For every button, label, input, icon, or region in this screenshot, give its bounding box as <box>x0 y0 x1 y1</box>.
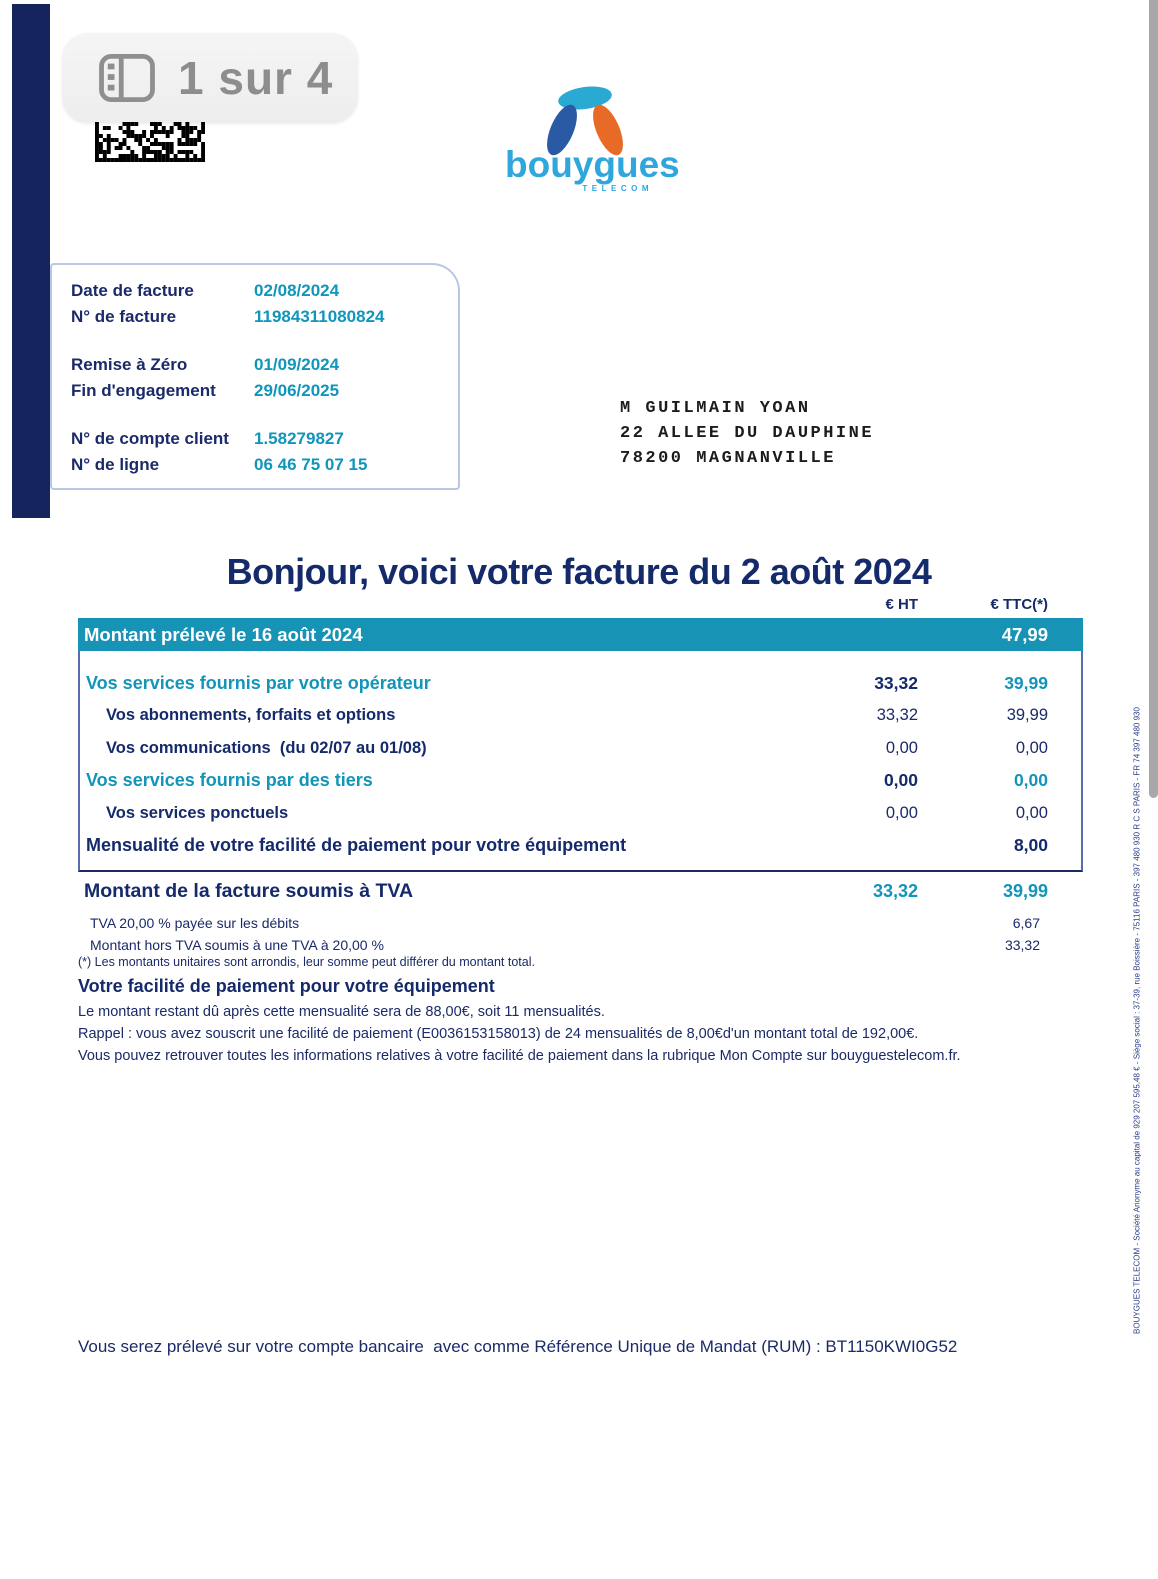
table-row: Mensualité de votre facilité de paiement pour votre équipement 8,00 <box>86 835 1048 856</box>
table-row: Vos services fournis par des tiers 0,00 0,00 <box>86 770 1048 791</box>
charges-table <box>78 651 1083 872</box>
barcode <box>95 122 205 162</box>
column-header-ttc: € TTC(*) <box>990 595 1048 613</box>
facility-line: Vous pouvez retrouver toutes les informations relatives à votre facilité de paiement dans la rubrique Mon Compte sur bouyguestelecom.fr. <box>78 1048 961 1064</box>
info-row-commitment-end: Fin d'engagement 29/06/2025 <box>71 381 340 400</box>
page-indicator-label: 1 sur 4 <box>178 52 334 104</box>
recipient-name: M GUILMAIN YOAN <box>620 399 811 418</box>
facility-line: Le montant restant dû après cette mensualité sera de 88,00€, soit 11 mensualités. <box>78 1004 605 1020</box>
facility-section-heading: Votre facilité de paiement pour votre équipement <box>78 976 495 996</box>
sidebar-toggle-icon <box>98 53 156 103</box>
logo-brand-text: bouygues <box>505 144 680 185</box>
recipient-city: 78200 MAGNANVILLE <box>620 449 836 468</box>
info-row-invoice-date: Date de facture 02/08/2024 <box>71 281 340 300</box>
column-header-ht: € HT <box>885 595 918 613</box>
invoice-info-box <box>50 263 460 490</box>
legal-sidebar-text: BOUYGUES TELECOM - Société Anonyme au capital de 929 207 595,48 € - Siège social : 37-39, rue Boissière - 75116 PARIS - 397 480 930 R C S PARIS - FR 74 397 480 930 <box>1132 707 1142 1334</box>
info-row-invoice-number: N° de facture 11984311080824 <box>71 307 385 326</box>
table-row: Vos abonnements, forfaits et options 33,32 39,99 <box>106 706 1048 725</box>
table-row: Vos communications (du 02/07 au 01/08) 0,00 0,00 <box>106 738 1048 757</box>
banner-label: Montant prélevé le 16 août 2024 <box>84 623 363 645</box>
facility-line: Rappel : vous avez souscrit une facilité de paiement (E0036153158013) de 24 mensualités de 8,00€d'un montant total de 192,00€. <box>78 1026 919 1042</box>
scrollbar-thumb[interactable] <box>1149 0 1158 798</box>
mandate-reference-line: Vous serez prélevé sur votre compte bancaire avec comme Référence Unique de Mandat (RUM) : BT1150KWI0G52 <box>78 1337 958 1356</box>
left-accent-bar <box>12 4 50 518</box>
page-title: Bonjour, voici votre facture du 2 août 2024 <box>226 551 932 592</box>
info-row-line-number: N° de ligne 06 46 75 07 15 <box>71 455 368 474</box>
vat-detail-row: TVA 20,00 % payée sur les débits 6,67 <box>90 915 1040 931</box>
vat-detail-row: Montant hors TVA soumis à une TVA à 20,00 % 33,32 <box>90 937 1040 953</box>
facility-section-body <box>78 1001 961 1067</box>
rounding-footnote: (*) Les montants unitaires sont arrondis, leur somme peut différer du montant total. <box>78 955 535 969</box>
amount-due-banner <box>78 618 1083 651</box>
vat-total-row: Montant de la facture soumis à TVA 33,32 39,99 <box>84 879 1048 902</box>
recipient-street: 22 ALLEE DU DAUPHINE <box>620 424 875 443</box>
amount-column-headers <box>78 594 1083 614</box>
info-row-client-account: N° de compte client 1.58279827 <box>71 429 344 448</box>
table-row: Vos services ponctuels 0,00 0,00 <box>106 803 1048 822</box>
banner-ttc-value: 47,99 <box>1001 623 1048 645</box>
page-indicator-pill[interactable] <box>62 33 358 123</box>
table-row: Vos services fournis par votre opérateur 33,32 39,99 <box>86 672 1048 693</box>
recipient-address <box>620 396 874 471</box>
bouygues-logo <box>505 78 680 198</box>
info-row-reset-date: Remise à Zéro 01/09/2024 <box>71 355 340 374</box>
logo-sub-text: TELECOM <box>582 184 653 193</box>
